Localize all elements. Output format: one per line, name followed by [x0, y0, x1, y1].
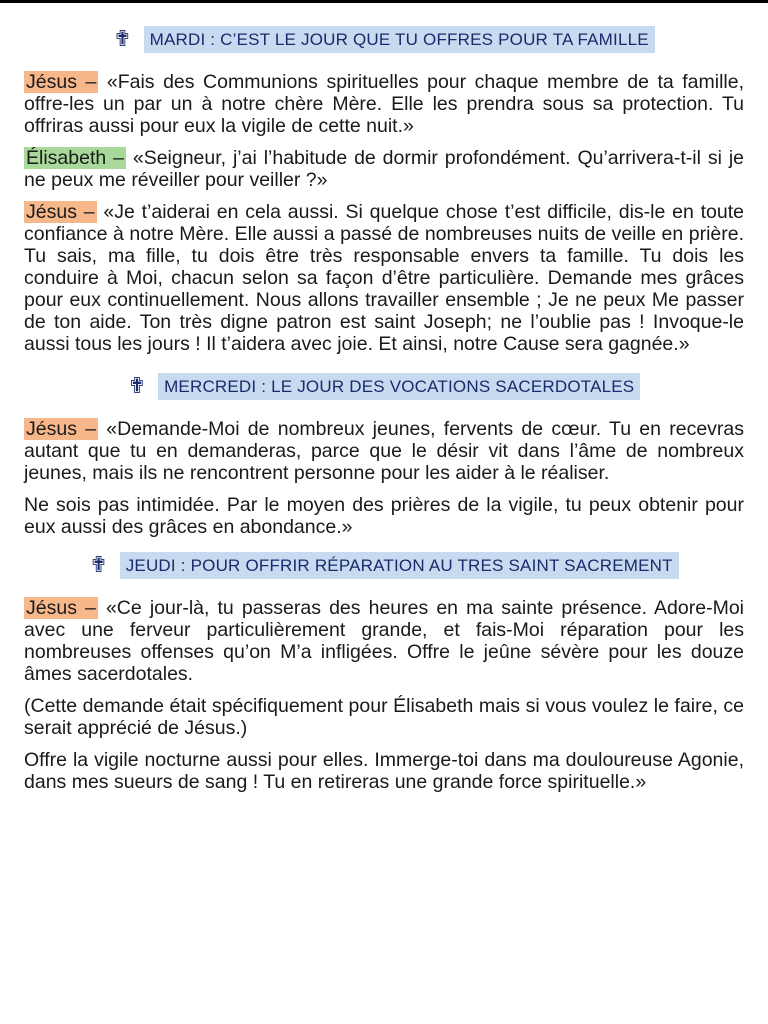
cross-icon: ✟: [113, 26, 132, 52]
speaker-label: Jésus –: [26, 597, 96, 619]
paragraph: [24, 749, 744, 793]
section-heading-jeudi: [24, 552, 744, 579]
paragraph: [24, 71, 744, 137]
section-title: JEUDI : POUR OFFRIR RÉPARATION AU TRES SAINT SACREMENT: [120, 552, 679, 579]
paragraph: [24, 147, 744, 191]
paragraph: [24, 201, 744, 355]
document-page: [24, 26, 744, 803]
section-title: MERCREDI : LE JOUR DES VOCATIONS SACERDOTALES: [158, 373, 640, 400]
paragraph-text: «Je t’aiderai en cela aussi. Si quelque chose t’est difficile, dis-le en toute confiance à notre Mère. Elle aussi a passé de nombreuses nuits de veille en prière. Tu sais, ma fille, tu dois être très responsable envers ta famille. Tu dois les conduire à Moi, chacun selon sa façon d’être particulière. Demande mes grâces pour eux continuellement. Nous allons travailler ensemble ; Je ne peux Me passer de ton aide. Ton très digne patron est saint Joseph; ne l’oublie pas ! Invoque-le aussi tous les jours ! Il t’aidera avec joie. Et ainsi, notre Cause sera gagnée.»: [24, 201, 744, 355]
paragraph-text: (Cette demande était spécifiquement pour Élisabeth mais si vous voulez le faire, ce serait apprécié de Jésus.): [24, 695, 744, 739]
paragraph: [24, 597, 744, 685]
paragraph-text: Offre la vigile nocturne aussi pour elles. Immerge-toi dans ma douloureuse Agonie, dans mes sueurs de sang ! Tu en retireras une grande force spirituelle.»: [24, 749, 744, 793]
speaker-label: Élisabeth –: [26, 147, 124, 169]
top-rule: [0, 0, 768, 3]
speaker-label: Jésus –: [26, 418, 97, 440]
paragraph: [24, 494, 744, 538]
speaker-label: Jésus –: [26, 71, 97, 93]
paragraph: [24, 418, 744, 484]
paragraph-text: «Ce jour-là, tu passeras des heures en ma sainte présence. Adore-Moi avec une ferveur particulièrement grande, et fais-Moi réparation pour les nombreuses offenses qu’on M’a infligées. Offre le jeûne sévère pour les douze âmes sacerdotales.: [24, 597, 744, 685]
section-heading-mardi: [24, 26, 744, 53]
paragraph-text: «Fais des Communions spirituelles pour chaque membre de ta famille, offre-les un par un à notre chère Mère. Elle les prendra sous sa protection. Tu offriras aussi pour eux la vigile de cette nuit.»: [24, 71, 745, 137]
speaker-label: Jésus –: [26, 201, 95, 223]
paragraph: [24, 695, 744, 739]
paragraph-text: Ne sois pas intimidée. Par le moyen des prières de la vigile, tu peux obtenir pour eux aussi des grâces en abondance.»: [24, 494, 744, 538]
cross-icon: ✟: [127, 373, 147, 399]
cross-icon: ✟: [89, 552, 108, 578]
paragraph-text: «Seigneur, j’ai l’habitude de dormir profondément. Qu’arrivera-t-il si je ne peux me réveiller pour veiller ?»: [24, 147, 744, 191]
paragraph-text: «Demande-Moi de nombreux jeunes, fervents de cœur. Tu en recevras autant que tu en demanderas, parce que le désir vit dans l’âme de nombreux jeunes, mais ils ne rencontrent personne pour les aider à le réaliser.: [24, 418, 745, 484]
section-title: MARDI : C’EST LE JOUR QUE TU OFFRES POUR TA FAMILLE: [144, 26, 655, 53]
section-heading-mercredi: [24, 373, 744, 400]
